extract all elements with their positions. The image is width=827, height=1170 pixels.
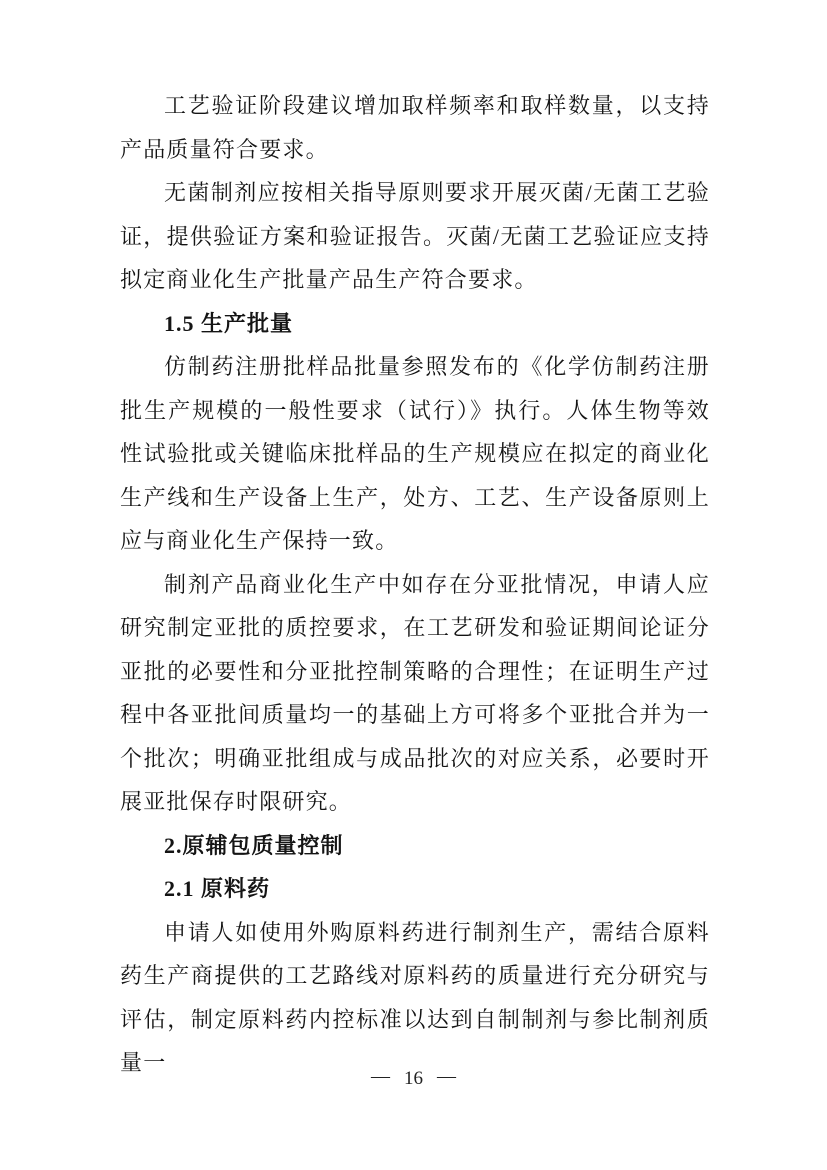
paragraph: 无菌制剂应按相关指导原则要求开展灭菌/无菌工艺验证，提供验证方案和验证报告。灭菌/无菌工艺验证应支持拟定商业化生产批量产品生产符合要求。 — [120, 180, 710, 292]
section-heading: 2.原辅包质量控制 — [164, 832, 344, 858]
section-heading: 1.5 生产批量 — [164, 310, 294, 336]
footer-right-dash: — — [437, 1066, 456, 1087]
document-blocks — [120, 84, 710, 1085]
page-footer — [0, 1068, 827, 1090]
footer-left-dash: — — [371, 1066, 390, 1087]
paragraph: 制剂产品商业化生产中如存在分亚批情况，申请人应研究制定亚批的质控要求，在工艺研发和验证期间论证分亚批的必要性和分亚批控制策略的合理性；在证明生产过程中各亚批间质量均一的基础上方可将多个亚批合并为一个批次；明确亚批组成与成品批次的对应关系，必要时开展亚批保存时限研究。 — [120, 571, 710, 814]
paragraph: 工艺验证阶段建议增加取样频率和取样数量，以支持产品质量符合要求。 — [120, 93, 710, 162]
section-heading: 2.1 原料药 — [164, 876, 271, 901]
paragraph: 申请人如使用外购原料药进行制剂生产，需结合原料药生产商提供的工艺路线对原料药的质量进行充分研究与评估，制定原料药内控标准以达到自制制剂与参比制剂质量一 — [120, 919, 710, 1075]
page-number: 16 — [404, 1068, 423, 1089]
paragraph: 仿制药注册批样品批量参照发布的《化学仿制药注册批生产规模的一般性要求（试行）》执行。人体生物等效性试验批或关键临床批样品的生产规模应在拟定的商业化生产线和生产设备上生产，处方、工艺、生产设备原则上应与商业化生产保持一致。 — [120, 354, 710, 553]
